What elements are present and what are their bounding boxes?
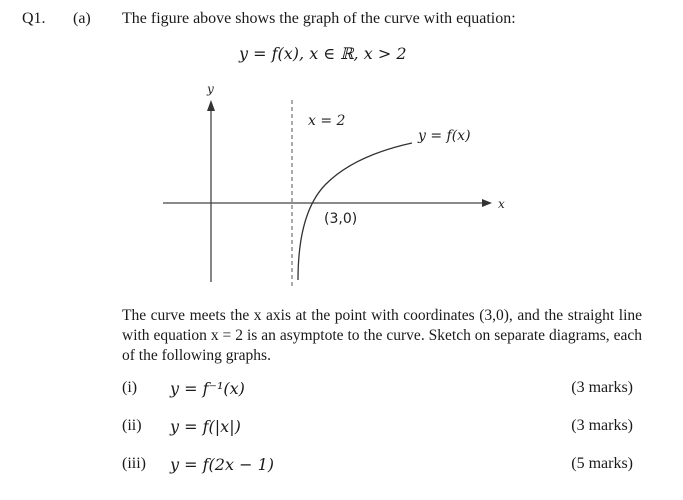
item-marks-i: (3 marks) — [571, 379, 633, 396]
item-label-iii: (iii) — [122, 455, 146, 472]
x-axis-label: x — [498, 197, 505, 211]
item-equation-i: y = f⁻¹(x) — [170, 379, 245, 398]
item-label-ii: (ii) — [122, 417, 142, 434]
question-number: Q1. — [22, 10, 46, 27]
curve-label: y = f(x) — [418, 128, 471, 144]
item-equation-ii: y = f(|x|) — [170, 417, 241, 436]
x-axis-arrow — [482, 199, 492, 207]
y-axis-label: y — [207, 82, 214, 96]
curve-equation: y = f(x), x ∈ ℝ, x > 2 — [239, 44, 407, 63]
item-marks-iii: (5 marks) — [571, 455, 633, 472]
item-marks-ii: (3 marks) — [571, 417, 633, 434]
item-label-i: (i) — [122, 379, 138, 396]
y-axis-arrow — [207, 100, 215, 111]
question-intro: The figure above shows the graph of the curve with equation: — [122, 10, 516, 27]
item-equation-iii: y = f(2x − 1) — [170, 455, 274, 474]
question-part: (a) — [73, 10, 91, 27]
question-paragraph: The curve meets the x axis at the point with coordinates (3,0), and the straight line with equation x = 2 is an asymptote to the curve. Sketch on separate diagrams, each of the following graphs. — [122, 307, 642, 364]
point-label: (3,0) — [324, 211, 358, 227]
asymptote-label: x = 2 — [308, 113, 346, 129]
